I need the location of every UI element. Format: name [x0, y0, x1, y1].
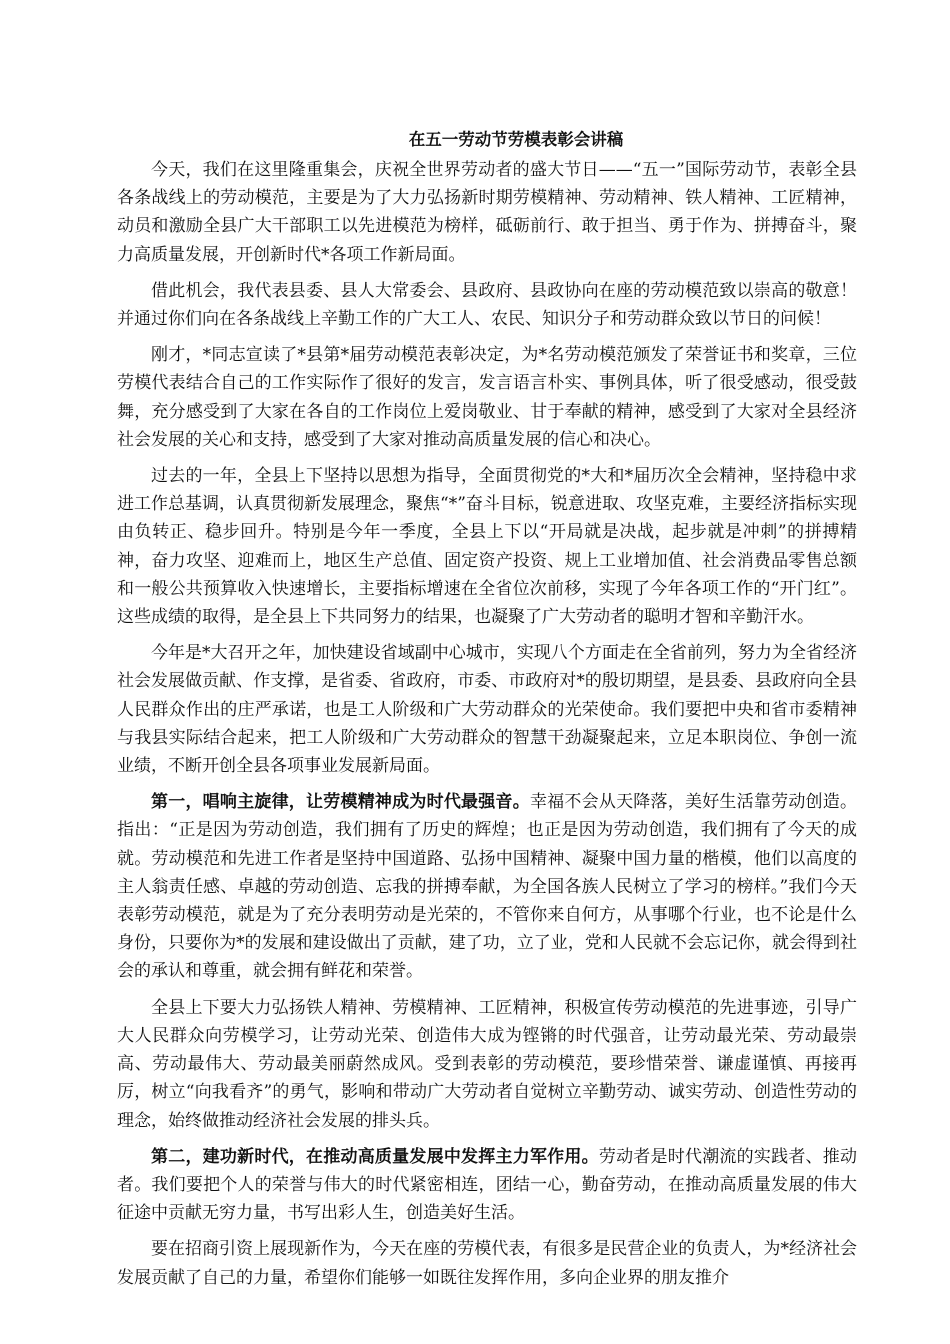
- paragraph-text: 全县上下要大力弘扬铁人精神、劳模精神、工匠精神，积极宣传劳动模范的先进事迹，引导广大人民群众向劳模学习，让劳动光荣、创造伟大成为铿锵的时代强音，让劳动最光荣、劳动最崇高、劳动最伟大、劳动最美丽蔚然成风。受到表彰的劳动模范，要珍惜荣誉、谦虚谨慎、再接再厉，树立“向我看齐”的勇气，影响和带动广大劳动者自觉树立辛勤劳动、诚实劳动、创造性劳动的理念，始终做推动经济社会发展的排头兵。: [117, 997, 857, 1131]
- paragraph: [117, 1235, 857, 1291]
- document-page: [117, 126, 857, 1300]
- paragraph-text: 今天，我们在这里隆重集会，庆祝全世界劳动者的盛大节日——“五一”国际劳动节，表彰全县各条战线上的劳动模范，主要是为了大力弘扬新时期劳模精神、劳动精神、铁人精神、工匠精神，动员和激励全县广大干部职工以先进模范为榜样，砥砺前行、敢于担当、勇于作为、拼搏奋斗，聚力高质量发展，开创新时代*各项工作新局面。: [117, 160, 857, 265]
- paragraph-text: 今年是*大召开之年，加快建设省域副中心城市，实现八个方面走在全省前列，努力为全省经济社会发展做贡献、作支撑，是省委、省政府，市委、市政府对*的殷切期望，是县委、县政府向全县人民群众作出的庄严承诺，也是工人阶级和广大劳动群众的光荣使命。我们要把中央和省市委精神与我县实际结合起来，把工人阶级和广大劳动群众的智慧干劲凝聚起来，立足本职岗位、争创一流业绩，不断开创全县各项事业发展新局面。: [117, 643, 857, 777]
- paragraph-heading: 第二，建功新时代，在推动高质量发展中发挥主力军作用。: [151, 1146, 599, 1167]
- paragraph: [117, 277, 857, 333]
- paragraph-text: 幸福不会从天降落，美好生活靠劳动创造。指出：“正是因为劳动创造，我们拥有了历史的辉煌；也正是因为劳动创造，我们拥有了今天的成就。劳动模范和先进工作者是坚持中国道路、弘扬中国精神、凝聚中国力量的楷模，他们以高度的主人翁责任感、卓越的劳动创造、忘我的拼搏奉献，为全国各族人民树立了学习的榜样。”我们今天表彰劳动模范，就是为了充分表明劳动是光荣的，不管你来自何方，从事哪个行业，也不论是什么身份，只要你为*的发展和建设做出了贡献，建了功，立了业，党和人民就不会忘记你，就会得到社会的承认和尊重，就会拥有鲜花和荣誉。: [117, 792, 858, 982]
- paragraph-text: 刚才，*同志宣读了*县第*届劳动模范表彰决定，为*名劳动模范颁发了荣誉证书和奖章，三位劳模代表结合自己的工作实际作了很好的发言，发言语言朴实、事例具体，听了很受感动，很受鼓舞，充分感受到了大家在各自的工作岗位上爱岗敬业、甘于奉献的精神，感受到了大家对全县经济社会发展的关心和支持，感受到了大家对推动高质量发展的信心和决心。: [117, 345, 857, 450]
- paragraph: [117, 462, 857, 631]
- document-title: 在五一劳动节劳模表彰会讲稿: [408, 130, 624, 149]
- paragraph: [117, 341, 857, 454]
- paragraph: [117, 156, 857, 269]
- paragraph: [117, 639, 857, 780]
- paragraph-heading: 第一，唱响主旋律，让劳模精神成为时代最强音。: [151, 792, 530, 813]
- paragraph: [117, 994, 857, 1135]
- paragraph: [117, 1143, 857, 1228]
- paragraph-text: 要在招商引资上展现新作为，今天在座的劳模代表，有很多是民营企业的负责人，为*经济社会发展贡献了自己的力量，希望你们能够一如既往发挥作用，多向企业界的朋友推介: [117, 1239, 857, 1288]
- paragraph-text: 过去的一年，全县上下坚持以思想为指导，全面贯彻党的*大和*届历次全会精神，坚持稳中求进工作总基调，认真贯彻新发展理念，聚焦“*”奋斗目标，锐意进取、攻坚克难，主要经济指标实现由负转正、稳步回升。特别是今年一季度，全县上下以“开局就是决战，起步就是冲刺”的拼搏精神，奋力攻坚、迎难而上，地区生产总值、固定资产投资、规上工业增加值、社会消费品零售总额和一般公共预算收入快速增长，主要指标增速在全省位次前移，实现了今年各项工作的“开门红”。这些成绩的取得，是全县上下共同努力的结果，也凝聚了广大劳动者的聪明才智和辛勤汗水。: [117, 466, 857, 628]
- paragraph-text: 借此机会，我代表县委、县人大常委会、县政府、县政协向在座的劳动模范致以崇高的敬意！并通过你们向在各条战线上辛勤工作的广大工人、农民、知识分子和劳动群众致以节日的问候！: [117, 280, 857, 330]
- paragraph-text: 劳动者是时代潮流的实践者、推动者。我们要把个人的荣誉与伟大的时代紧密相连，团结一心，勤奋劳动，在推动高质量发展的伟大征途中贡献无穷力量，书写出彩人生，创造美好生活。: [117, 1146, 858, 1224]
- paragraph: [117, 788, 857, 985]
